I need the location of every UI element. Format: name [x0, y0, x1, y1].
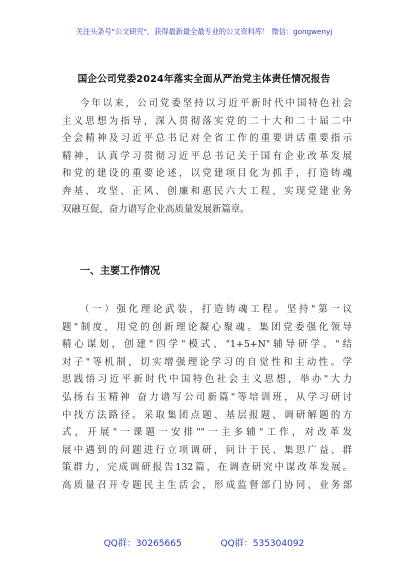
section-line: 式，开展"一课题一安排""一主多辅"工作，对改革发: [62, 427, 352, 439]
intro-line: 全会精神及习近平总书记对全省工作的重要讲话重要指示: [62, 133, 352, 145]
intro-paragraph: [62, 95, 352, 218]
section-line: 弘扬右玉精神 奋力谱写公司新篇"等培训班，从学习研讨: [62, 391, 352, 403]
intro-line: 双融互促，奋力谱写企业高质量发展新篇章。: [62, 203, 250, 215]
intro-line: 今年以来，公司党委坚持以习近平新时代中国特色社会: [80, 98, 352, 109]
section-line: 对子"等机制，切实增强理论学习的自觉性和主动性。学: [62, 356, 352, 368]
section-line: 题"制度，用党的创新理论凝心聚魂。集团党委强化领导: [62, 321, 352, 333]
intro-line: 和党的建设的重要论述，以党建项目化为抓手，打造铸魂: [62, 168, 352, 180]
section-line: 中找方法路径。采取集团点题、基层报题、调研解题的方: [62, 409, 352, 421]
section-line: 思践悟习近平新时代中国特色社会主义思想，举办"大力: [62, 374, 352, 386]
header-promo-note: 关注头条号"公文研究"，获得最新最全最专业的公文资料库！ 微信：gongwenyj: [75, 27, 333, 36]
section-heading: 一、主要工作情况: [80, 266, 160, 277]
section-line: 策群力，完成调研报告132篇，在调查研究中谋改革发展。: [62, 462, 352, 474]
footer-contact: [0, 536, 408, 549]
section-line: 精心谋划，创建"四学"模式、"1+5+N"辅导研学、"结: [62, 339, 352, 351]
intro-line: 奔基、攻坚、正风、创廉和惠民六大工程，实现党建业务: [62, 185, 352, 197]
section-line: 高质量召开专题民主生活会，形成监督部门协同、业务部: [62, 479, 352, 491]
section-line: （一）强化理论武装，打造铸魂工程。坚持"第一议: [80, 304, 352, 315]
page-title: 国企公司党委2024年落实全面从严治党主体责任情况报告: [77, 74, 331, 85]
section-paragraph: [62, 301, 352, 495]
footer-qq-group-1: QQ群：30265665: [103, 539, 182, 549]
section-line: 展中遇到的问题进行立项调研，问计于民、集思广益、群: [62, 444, 352, 456]
intro-line: 精神，认真学习贯彻习近平总书记关于国有企业改革发展: [62, 150, 352, 162]
intro-line: 主义思想为指导，深入贯彻落实党的二十大和二十届二中: [62, 115, 352, 127]
footer-qq-group-2: QQ群：535304092: [220, 539, 305, 549]
